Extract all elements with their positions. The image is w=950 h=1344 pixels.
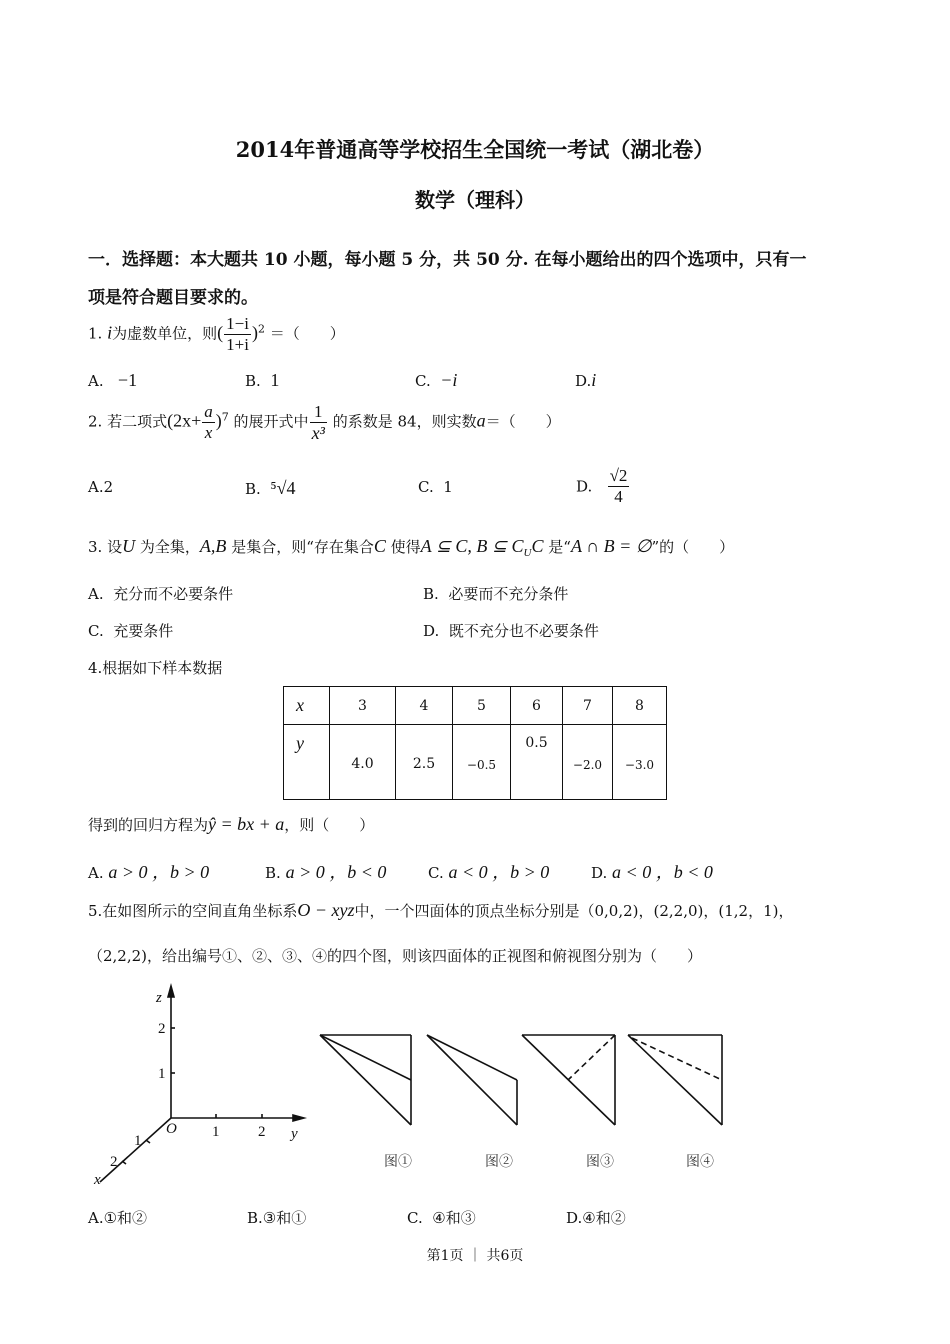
question-5-line2: （2,2,2)，给出编号①、②、③、④的四个图，则该四面体的正视图和俯视图分别为（ ） [88,947,703,965]
caption-figure-4: 图④ [686,1154,714,1170]
view-figure-3 [522,1035,615,1125]
q5-option-b: B.③和① [247,1209,307,1227]
table-row-x [284,687,667,725]
axis-label-x: x [94,1172,101,1188]
answer-blank: ＝（ ） [269,324,345,343]
tick-y-1: 1 [212,1124,220,1140]
q2-option-a: A.2 [88,478,114,496]
caption-figure-3: 图③ [586,1154,614,1170]
tick-x-2: 2 [110,1154,118,1170]
fraction: $\frac{1}{\text{x³}}$ [311,402,325,443]
question-3: 3. 设U 为全集，A,B 是集合，则“存在集合C 使得A ⊆ C, B ⊆ $C_UC$ 是“A ∩ B = ∅”的（ ） [88,536,735,559]
table-cell: 3 [330,687,396,725]
table-cell: 4.0 [330,725,396,800]
view-figure-4 [628,1035,722,1125]
table-cell: −0.5 [453,725,511,800]
q2-option-c: C. 1 [418,478,453,496]
section-heading-line1: 一．选择题：本大题共 10 小题，每小题 5 分，共 50 分. 在每小题给出的四个选项中，只有一 [88,250,807,270]
denominator: 1+i [226,335,249,354]
question-number: 1. [88,324,103,343]
axis-label-y: y [291,1126,298,1142]
table-cell: −2.0 [563,725,613,800]
table-cell: 2.5 [396,725,453,800]
q4-option-c: C. a < 0 ，b > 0 [428,862,550,882]
sample-data-table [283,686,667,800]
table-cell: 0.5 [511,725,563,800]
table-header-x: x [284,687,330,725]
tick-y-2: 2 [258,1124,266,1140]
q3-option-b: B. 必要而不充分条件 [423,585,569,603]
question-1 [88,314,345,355]
origin-label: O [166,1121,177,1137]
numerator: 1−i [226,314,249,333]
table-cell: −3.0 [613,725,667,800]
q5-option-a: A.①和② [88,1209,148,1227]
q4-regression-text: 得到的回归方程为ŷ = bx + a，则（ ） [88,814,375,834]
q3-option-c: C. 充要条件 [88,622,174,640]
q2-option-b: B. ⁵√4 [245,478,296,498]
exponent: 2 [257,322,265,336]
table-cell: 7 [563,687,613,725]
page-footer: 第1页 ｜ 共6页 [426,1248,524,1264]
view-figure-1 [320,1035,411,1125]
caption-figure-1: 图① [384,1154,412,1170]
math-var: i [107,322,113,343]
section-heading-line2: 项是符合题目要求的。 [88,288,258,308]
tick-x-1: 1 [134,1133,142,1149]
q3-option-a: A. 充分而不必要条件 [88,585,234,603]
question-text: 为虚数单位，则 [112,324,218,343]
question-5-line1: 5.在如图所示的空间直角坐标系O − xyz中，一个四面体的顶点坐标分别是（0,0,2)，(2,2,0)，(1,2，1)， [88,900,794,920]
q5-option-d: D.④和② [566,1209,626,1227]
q4-option-a: A. a > 0 ，b > 0 [88,862,210,882]
tick-z-1: 1 [158,1066,166,1082]
table-cell: 5 [453,687,511,725]
question-4: 4.根据如下样本数据 [88,659,223,677]
q4-option-b: B. a > 0 ，b < 0 [265,862,387,882]
exam-title: 2014年普通高等学校招生全国统一考试（湖北卷） [235,137,715,162]
exam-subtitle: 数学（理科） [415,188,535,212]
q1-option-a: A. −1 [88,370,138,390]
view-figure-2 [427,1035,517,1125]
table-header-y: y [284,725,330,800]
fraction [224,314,251,355]
table-cell: 8 [613,687,667,725]
q1-option-c: C. −i [415,370,458,390]
table-row-y [284,725,667,800]
axis-label-z: z [156,990,162,1006]
q5-option-c: C. ④和③ [407,1209,476,1227]
q1-option-b: B. 1 [245,370,280,390]
paren: ( [217,322,224,343]
table-cell: 4 [396,687,453,725]
coordinate-axes [100,986,304,1182]
question-2: 2. 若二项式(2x+ $\frac{a}{x}$ )$^7$ 的展开式中 $\frac{1}{\text{x³}}$ 的系数是 84，则实数a＝（ ） [88,402,561,443]
table-cell: 6 [511,687,563,725]
q4-option-d: D. a < 0 ，b < 0 [591,862,713,882]
fraction: $\frac{a}{x}$ [204,402,213,442]
caption-figure-2: 图② [485,1154,513,1170]
q2-option-d: D. $\frac{√2}{4}$ [576,466,628,506]
paren: ) [251,322,258,343]
tick-z-2: 2 [158,1021,166,1037]
q3-option-d: D. 既不充分也不必要条件 [423,622,599,640]
q1-option-d: D.i [575,370,597,390]
